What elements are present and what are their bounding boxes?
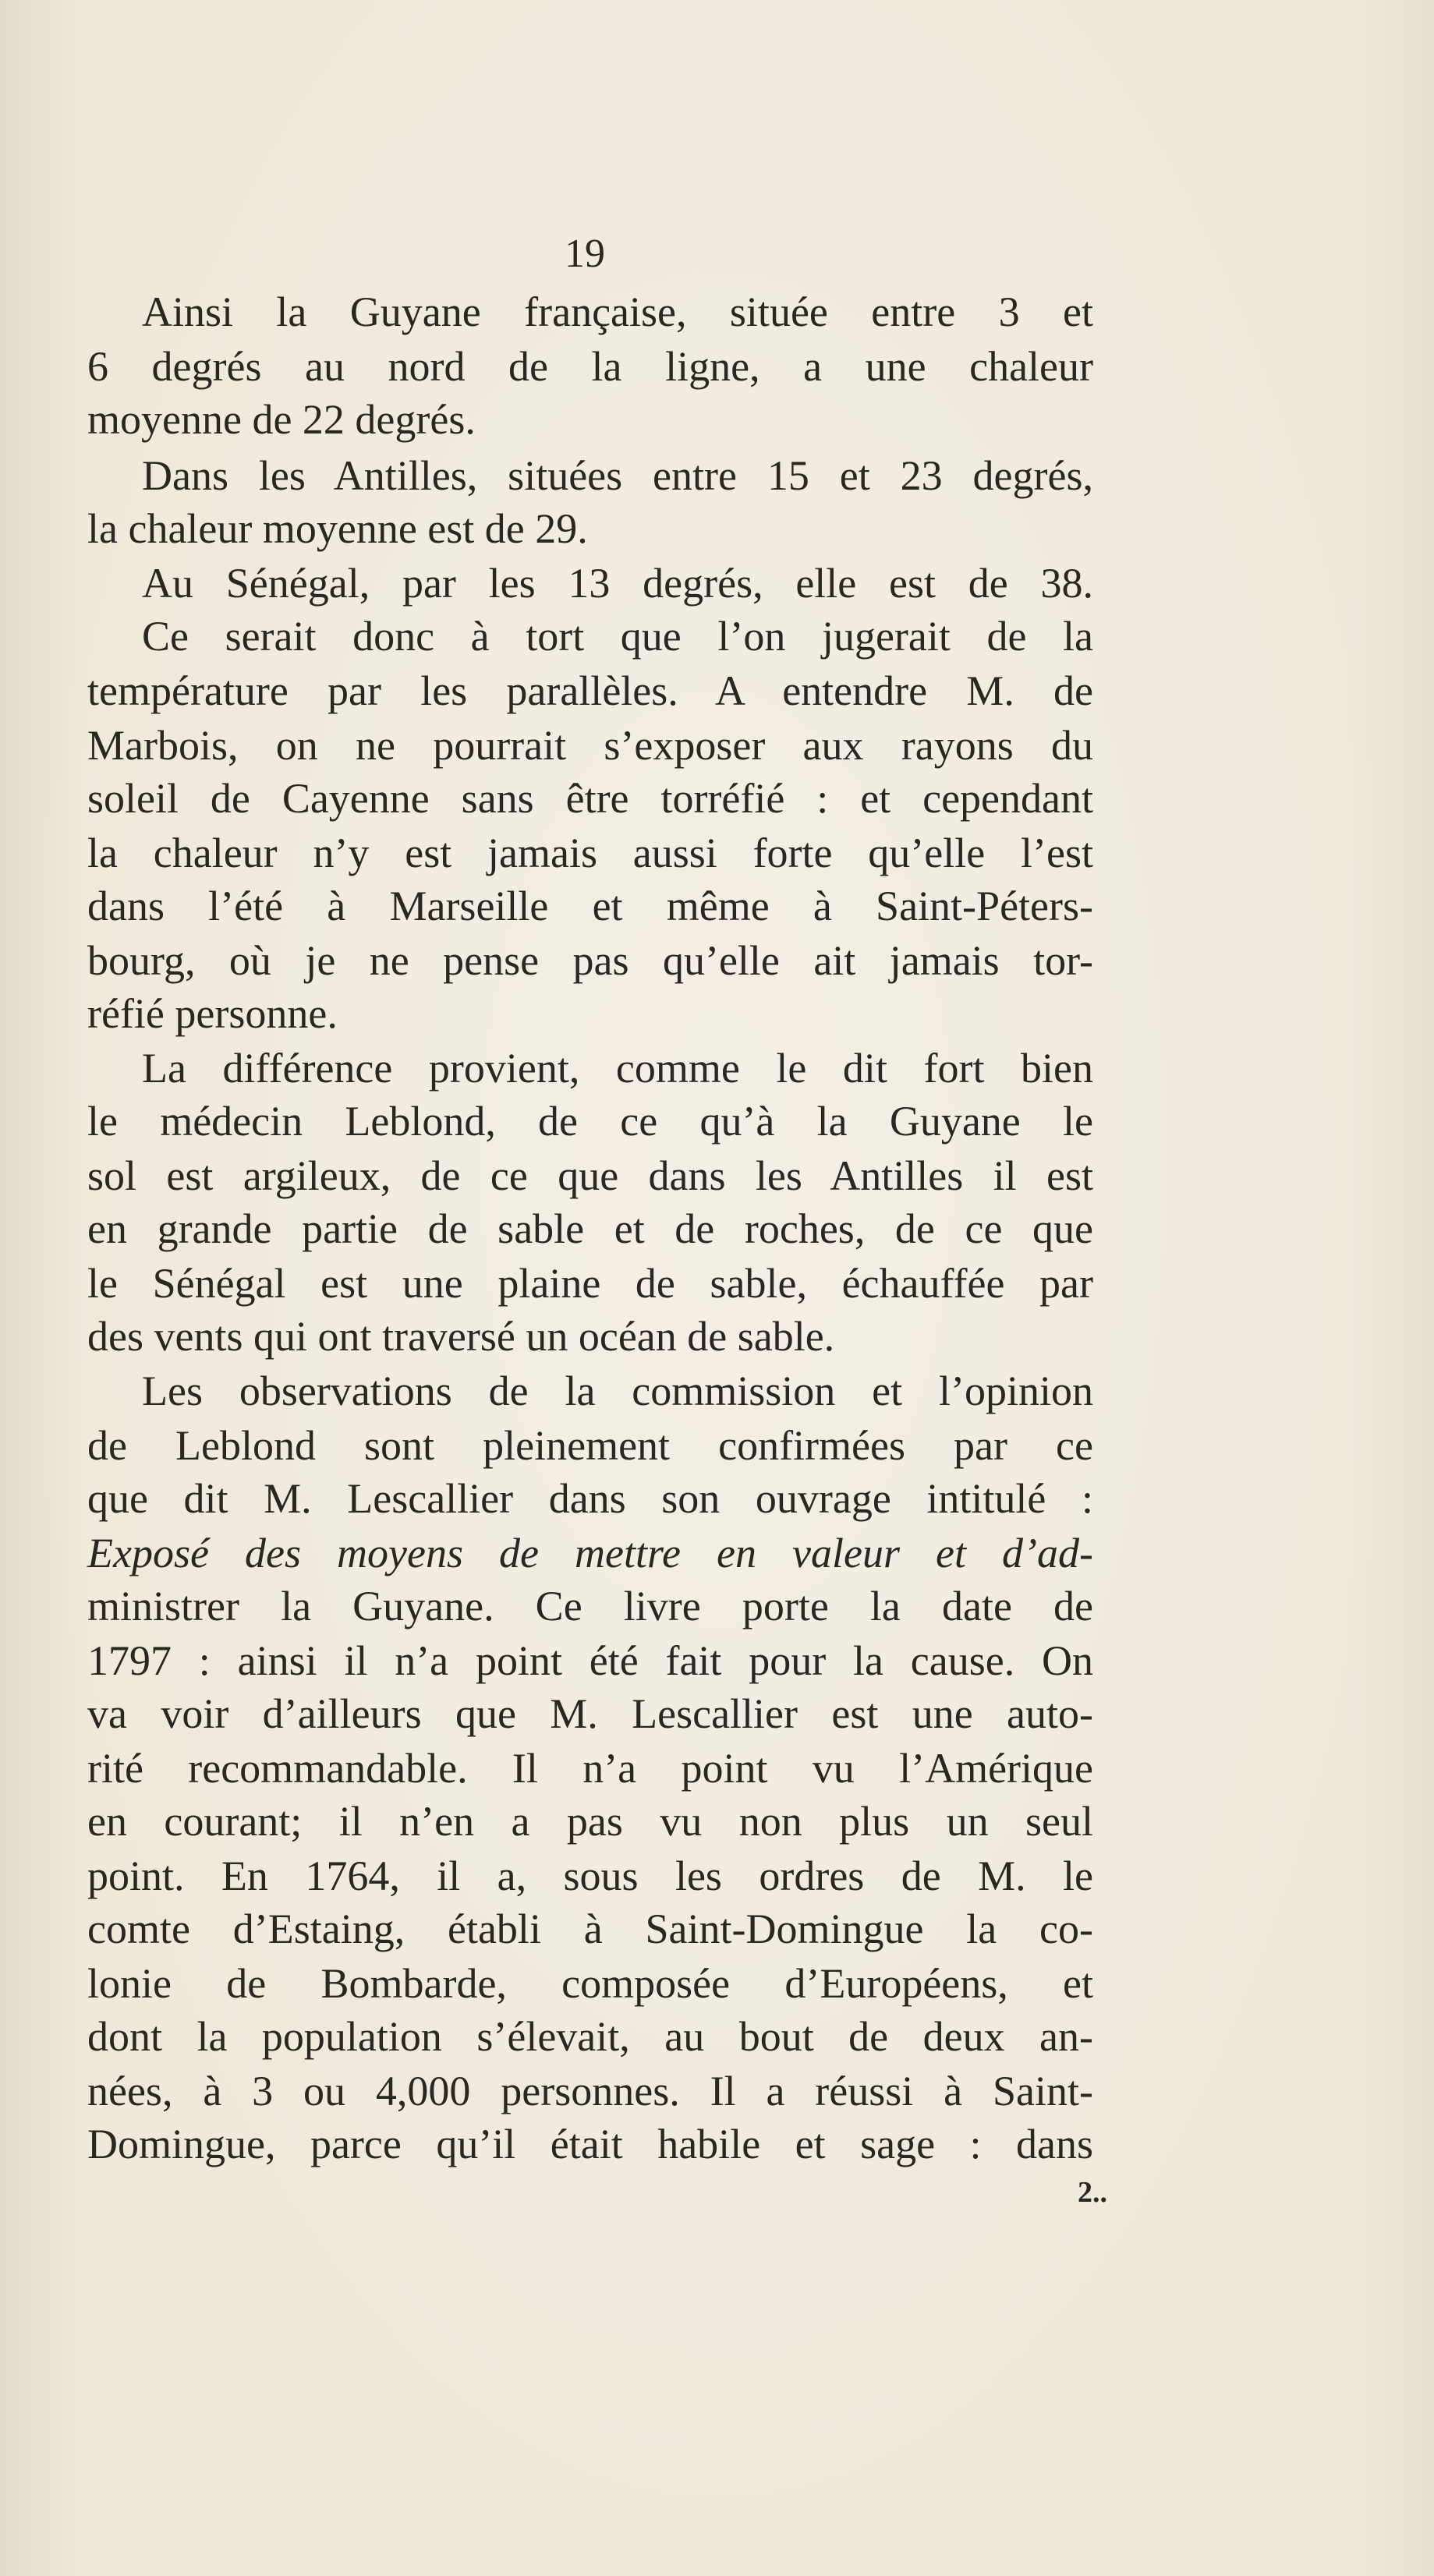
text-line: nées, à 3 ou 4,000 personnes. Il a réussi à Saint- [87, 2068, 1093, 2114]
text-line: lonie de Bombarde, composée d’Européens, et [87, 1960, 1093, 2007]
text-line: bourg, où je ne pense pas qu’elle ait jamais tor- [87, 937, 1093, 984]
text-line: réfié personne. [87, 990, 338, 1037]
text-line: soleil de Cayenne sans être torréfié : et cependant [87, 775, 1093, 822]
text-line: Au Sénégal, par les 13 degrés, elle est de 38. [142, 560, 1093, 607]
text-line: dans l’été à Marseille et même à Saint-Péters- [87, 883, 1093, 929]
text-line: La différence provient, comme le dit fort bien [142, 1045, 1093, 1092]
text-line: va voir d’ailleurs que M. Lescallier est une auto- [87, 1690, 1093, 1737]
text-line: Ce serait donc à tort que l’on jugerait de la [142, 613, 1093, 660]
text-line: la chaleur moyenne est de 29. [87, 505, 588, 552]
text-line: sol est argileux, de ce que dans les Antilles il est [87, 1152, 1093, 1199]
text-line: 6 degrés au nord de la ligne, a une chaleur [87, 343, 1093, 390]
text-line: ministrer la Guyane. Ce livre porte la date de [87, 1583, 1093, 1629]
text-line: température par les parallèles. A entendre M. de [87, 667, 1093, 714]
text-line: dont la population s’élevait, au bout de deux an- [87, 2013, 1093, 2060]
text-line: la chaleur n’y est jamais aussi forte qu’elle l’est [87, 830, 1093, 876]
text-line: que dit M. Lescallier dans son ouvrage intitulé : [87, 1475, 1093, 1522]
text-line: Ainsi la Guyane française, située entre 3 et [142, 288, 1093, 335]
text-line: en courant; il n’en a pas vu non plus un seul [87, 1798, 1093, 1845]
text-line: le médecin Leblond, de ce qu’à la Guyane le [87, 1098, 1093, 1145]
text-line: 1797 : ainsi il n’a point été fait pour la cause. On [87, 1637, 1093, 1684]
text-line: le Sénégal est une plaine de sable, échauffée par [87, 1260, 1093, 1307]
text-line: rité recommandable. Il n’a point vu l’Amérique [87, 1745, 1093, 1792]
text-line: comte d’Estaing, établi à Saint-Domingue la co- [87, 1905, 1093, 1952]
text-line: point. En 1764, il a, sous les ordres de M. le [87, 1852, 1093, 1899]
text-line: moyenne de 22 degrés. [87, 396, 476, 443]
text-line: Marbois, on ne pourrait s’exposer aux rayons du [87, 722, 1093, 769]
signature-mark: 2.. [1078, 2176, 1107, 2209]
page-number: 19 [565, 232, 605, 276]
text-line: Dans les Antilles, situées entre 15 et 23 degrés, [142, 452, 1093, 499]
text-line: Domingue, parce qu’il était habile et sage : dans [87, 2121, 1093, 2167]
text-line: en grande partie de sable et de roches, de ce que [87, 1205, 1093, 1252]
text-line: de Leblond sont pleinement confirmées par ce [87, 1422, 1093, 1469]
text-line: des vents qui ont traversé un océan de sable. [87, 1313, 835, 1360]
text-line: Les observations de la commission et l’opinion [142, 1368, 1093, 1414]
text-line-italic: Exposé des moyens de mettre en valeur et d’ad- [87, 1530, 1093, 1576]
